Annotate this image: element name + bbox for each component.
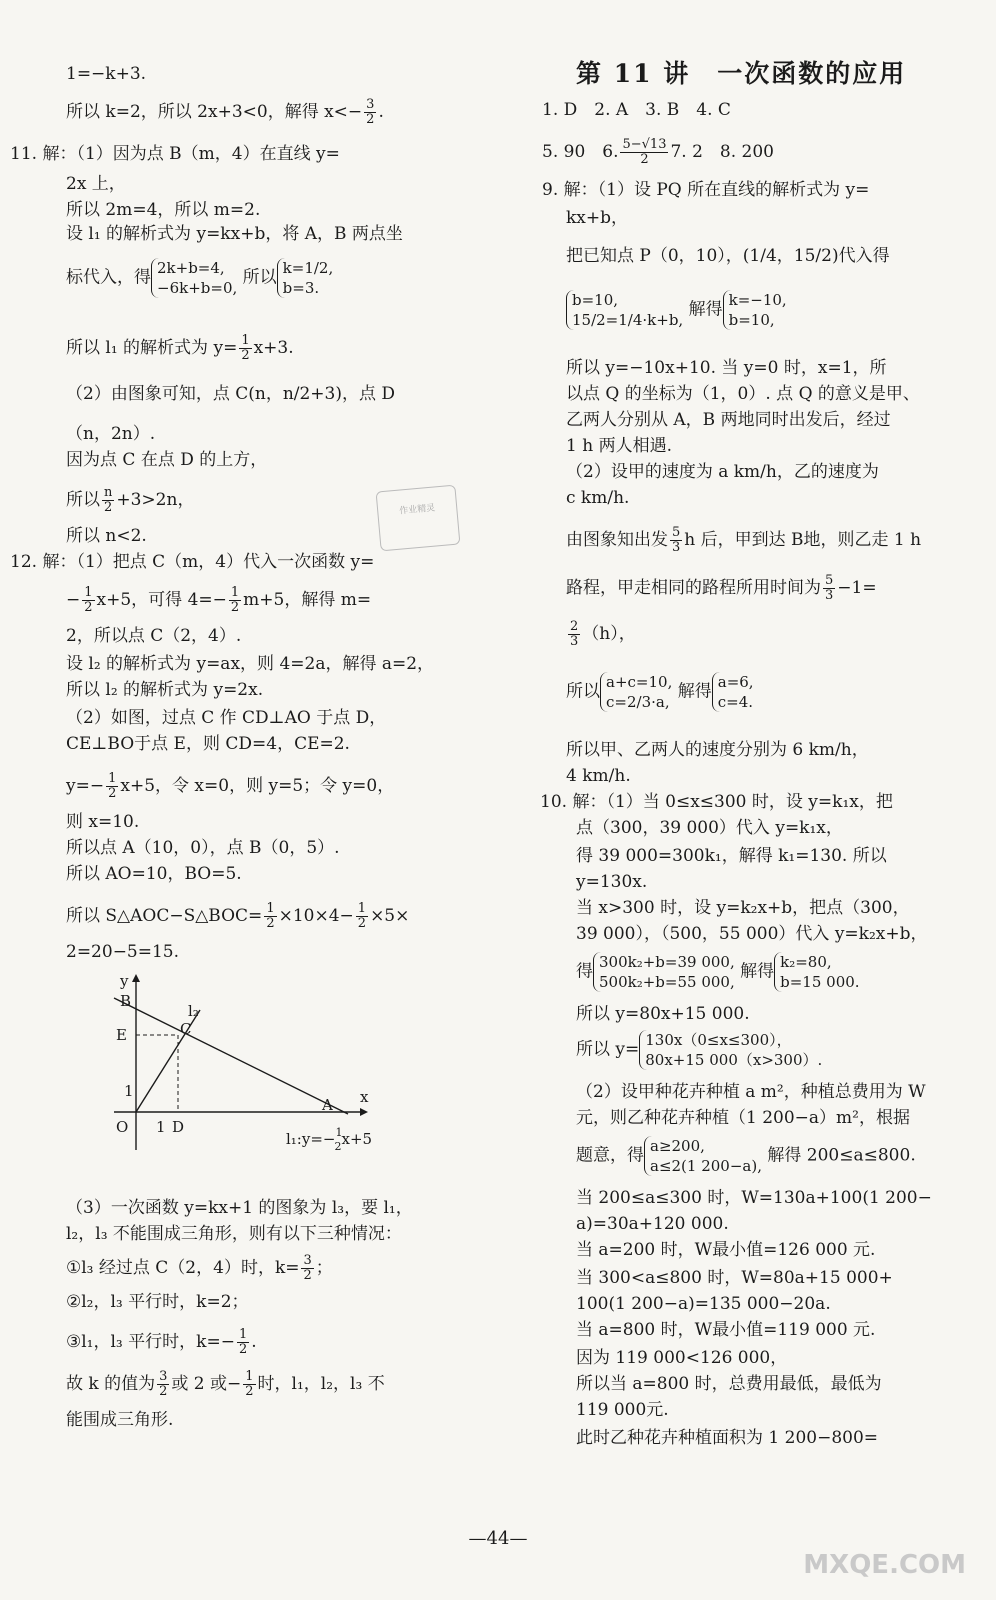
text-line: y=130x.	[576, 872, 648, 892]
label-c: C	[180, 1020, 192, 1038]
answers-row-1: 1. D 2. A 3. B 4. C	[542, 100, 731, 120]
text-line: 39 000），（500，55 000）代入 y=k₂x+b，	[576, 924, 928, 944]
text-line: ②l₂，l₃ 平行时，k=2；	[66, 1292, 249, 1312]
text-line: 1=−k+3.	[66, 64, 147, 84]
text-line: （2）如图，过点 C 作 CD⊥AO 于点 D，	[66, 708, 387, 728]
text-line: 把已知点 P（0，10），(1/4，15/2)代入得	[566, 246, 890, 266]
text-line: 119 000元.	[576, 1400, 669, 1420]
text-line: 所以 2m=4，所以 m=2.	[66, 200, 261, 220]
section-title: 第 11 讲 一次函数的应用	[576, 59, 907, 88]
watermark-logo: MXQE.COM	[803, 1550, 966, 1580]
text-line: 所以 l₂ 的解析式为 y=2x.	[66, 680, 264, 700]
text-line: （2）设甲种花卉种植 a m²，种植总费用为 W	[576, 1082, 926, 1102]
equation-system-line: 得 300k₂+b=39 000, 500k₂+b=55 000, 解得 k₂=80, b=15 000.	[576, 953, 860, 991]
text-line: （n，2n）.	[66, 424, 156, 444]
question-10: 10. 解：（1）当 0≤x≤300 时，设 y=k₁x，把	[540, 792, 893, 812]
text-line: 以点 Q 的坐标为（1，0）. 点 Q 的意义是甲、	[566, 384, 920, 404]
text-line: 由图象知出发 $\frac{5}{3}$ h 后，甲到达 B地，则乙走 1 h	[566, 525, 922, 555]
text-line: 则 x=10.	[66, 812, 140, 832]
label-l1: l₁:y=−$^1$ 2x+5	[286, 1126, 373, 1153]
text-line: 所以甲、乙两人的速度分别为 6 km/h，	[566, 740, 869, 760]
text-line: ③l₁，l₃ 平行时，k=− $\frac{1}{2}$ .	[66, 1327, 257, 1357]
text-line: 所以 AO=10，BO=5.	[66, 864, 242, 884]
label-one-y: 1	[124, 1082, 134, 1100]
text-line: 2x 上，	[66, 174, 126, 194]
text-line: 此时乙种花卉种植面积为 1 200−800=	[576, 1428, 879, 1448]
text-line: 2，所以点 C（2，4）.	[66, 626, 242, 646]
label-x: x	[360, 1088, 369, 1106]
text-line: （3）一次函数 y=kx+1 的图象为 l₃，要 l₁，	[66, 1198, 413, 1218]
label-b: B	[120, 992, 132, 1010]
text-line: 100(1 200−a)=135 000−20a.	[576, 1294, 831, 1314]
text-line: 当 x>300 时，设 y=k₂x+b，把点（300，	[576, 898, 910, 918]
label-e: E	[116, 1026, 127, 1044]
text-line: 2=20−5=15.	[66, 942, 180, 962]
text-line: 所以 k=2，所以 2x+3<0，解得 x<− $\frac{3}{2}$ .	[66, 97, 384, 127]
question-9: 9. 解：（1）设 PQ 所在直线的解析式为 y=	[542, 180, 870, 200]
text-line: CE⊥BO于点 E，则 CD=4，CE=2.	[66, 734, 350, 754]
text-line: 当 300<a≤800 时，W=80a+15 000+	[576, 1268, 893, 1288]
x-axis-arrow	[360, 1108, 368, 1116]
equation-system-line: 题意，得 a≥200, a≤2(1 200−a), 解得 200≤a≤800.	[576, 1137, 916, 1175]
equation-system-line: 所以 y= 130x（0≤x≤300）， 80x+15 000（x>300）.	[576, 1031, 823, 1069]
text-line: 所以 $\frac{n}{2}$ +3>2n，	[66, 485, 195, 515]
text-line: 因为 119 000<126 000，	[576, 1348, 788, 1368]
text-line: 4 km/h.	[566, 766, 631, 786]
coordinate-figure	[108, 972, 398, 1162]
label-o: O	[116, 1118, 129, 1136]
line-l1	[114, 998, 348, 1114]
text-line: 因为点 C 在点 D 的上方，	[66, 450, 268, 470]
text-line: （2）由图象可知，点 C(n，n/2+3)，点 D	[66, 384, 396, 404]
text-line: （2）设甲的速度为 a km/h，乙的速度为	[566, 462, 879, 482]
label-y: y	[120, 972, 129, 990]
text-line: 点（300，39 000）代入 y=k₁x，	[576, 818, 843, 838]
text-line: 能围成三角形.	[66, 1410, 174, 1430]
text-line: 所以 y=−10x+10. 当 y=0 时，x=1，所	[566, 358, 887, 378]
text-line: $\frac{2}{3}$ （h），	[570, 619, 636, 649]
text-line: ①l₃ 经过点 C（2，4）时，k= $\frac{3}{2}$ ；	[66, 1253, 333, 1283]
text-line: 所以当 a=800 时，总费用最低，最低为	[576, 1374, 882, 1394]
text-line: 故 k 的值为 $\frac{3}{2}$ 或 2 或− $\frac{1}{2}$ 时，l₁，l₂，l₃ 不	[66, 1369, 385, 1399]
text-line: 当 200≤a≤300 时，W=130a+100(1 200−	[576, 1188, 932, 1208]
page-number: —44—	[468, 1528, 528, 1549]
label-d: D	[172, 1118, 185, 1136]
text-line: 当 a=200 时，W最小值=126 000 元.	[576, 1240, 876, 1260]
equation-system-line: 所以 a+c=10, c=2/3·a, 解得 a=6, c=4.	[566, 673, 754, 711]
answers-row-2: 5. 90 6. $\frac{5-√13}{2}$ 7. 2 8. 200	[542, 137, 774, 167]
y-axis-arrow	[132, 974, 140, 982]
label-one-x: 1	[156, 1118, 166, 1136]
text-line: 所以 n<2.	[66, 526, 147, 546]
label-l2: l₂	[188, 1002, 199, 1020]
text-line: 设 l₁ 的解析式为 y=kx+b，将 A，B 两点坐	[66, 224, 403, 244]
label-a: A	[322, 1096, 333, 1114]
text-line: y=− $\frac{1}{2}$ x+5，令 x=0，则 y=5；令 y=0，	[66, 771, 395, 801]
text-line: l₂，l₃ 不能围成三角形，则有以下三种情况：	[66, 1224, 402, 1244]
equation-system-line: b=10, 15/2=1/4·k+b, 解得 k=−10, b=10,	[566, 290, 787, 330]
text-line: 得 39 000=300k₁，解得 k₁=130. 所以	[576, 846, 887, 866]
text-line: 设 l₂ 的解析式为 y=ax，则 4=2a，解得 a=2，	[66, 654, 435, 674]
text-line: 元，则乙种花卉种植（1 200−a）m²，根据	[576, 1108, 910, 1128]
stamp-mark: 作业精灵	[376, 485, 461, 552]
question-12: 12. 解：（1）把点 C（m，4）代入一次函数 y=	[10, 552, 375, 572]
text-line: 所以 y=80x+15 000.	[576, 1004, 750, 1024]
text-line: c km/h.	[566, 488, 630, 508]
text-line: 所以点 A（10，0），点 B（0，5）.	[66, 838, 340, 858]
text-line: 当 a=800 时，W最小值=119 000 元.	[576, 1320, 876, 1340]
text-line: kx+b，	[566, 208, 629, 228]
text-line: 路程，甲走相同的路程所用时间为 $\frac{5}{3}$ −1=	[566, 573, 877, 603]
equation-system-line: 标代入，得 2k+b=4, −6k+b=0, 所以 k=1/2, b=3.	[66, 259, 334, 297]
text-line: 所以 l₁ 的解析式为 y= $\frac{1}{2}$ x+3.	[66, 333, 294, 363]
text-line: 所以 S△AOC−S△BOC= $\frac{1}{2}$ ×10×4− $\frac{1}{2}$ ×5×	[66, 901, 410, 931]
text-line: a)=30a+120 000.	[576, 1214, 729, 1234]
text-line: 1 h 两人相遇.	[566, 436, 672, 456]
text-line: 乙两人分别从 A，B 两地同时出发后，经过	[566, 410, 891, 430]
question-11: 11. 解：（1）因为点 B（m，4）在直线 y=	[10, 144, 340, 164]
text-line: − $\frac{1}{2}$ x+5，可得 4=− $\frac{1}{2}$ m+5，解得 m=	[66, 585, 372, 615]
